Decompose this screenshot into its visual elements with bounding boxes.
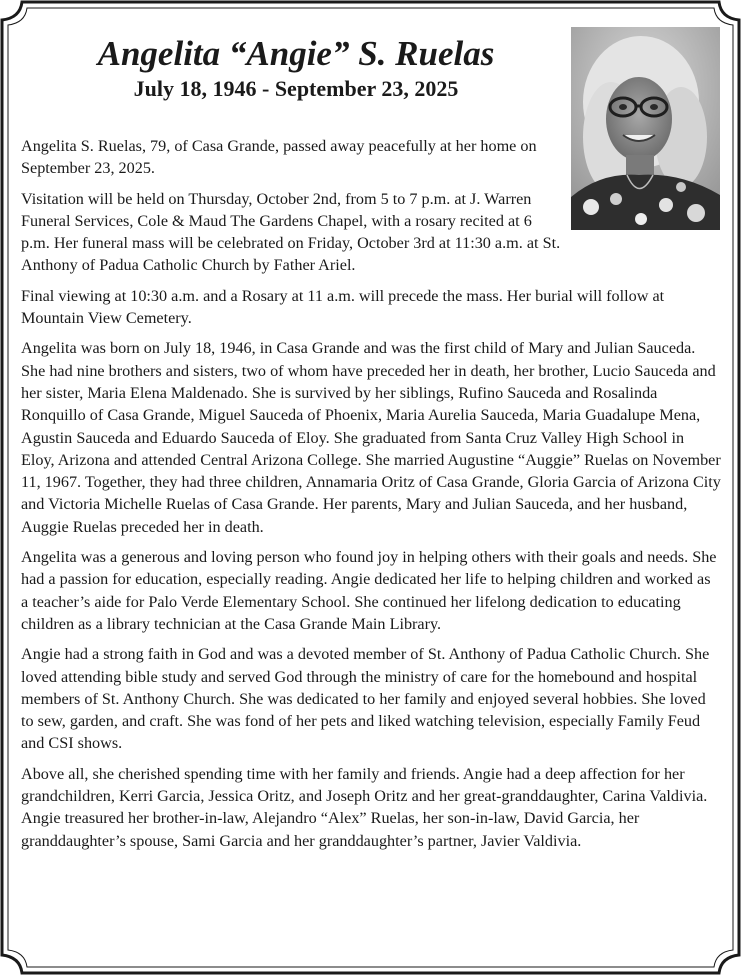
- paragraph-services: Visitation will be held on Thursday, October 2nd, from 5 to 7 p.m. at J. Warren Funeral Services, Cole & Maud The Gardens Chapel, with a rosary recited at 6 p.m. Her funeral mass will be celebrated on Friday, October 3rd at 11:30 a.m. at St. Anthony of Padua Catholic Church by Father Ariel.: [21, 189, 561, 275]
- obituary-dates: July 18, 1946 - September 23, 2025: [133, 76, 459, 101]
- paragraph-education-work: Angelita was a generous and loving person who found joy in helping others with their goals and needs. She had a passion for education, especially reading. Angie dedicated her life to helping children and worked as a teacher’s aide for Palo Verde Elementary School. She continued her lifelong dedication to educating children as a library technician at the Casa Grande Main Library.: [21, 548, 717, 633]
- obituary-header: [21, 32, 571, 102]
- paragraph-intro: Angelita S. Ruelas, 79, of Casa Grande, passed away peacefully at her home on September 23, 2025.: [21, 137, 537, 178]
- obituary-body: [21, 135, 721, 860]
- photo-text-wrap-spacer: [561, 135, 721, 235]
- paragraph-faith-hobbies: Angie had a strong faith in God and was a devoted member of St. Anthony of Padua Catholic Church. She loved attending bible study and served God through the ministry of care for the homebound and hospital members of St. Anthony Church. She was dedicated to her family and enjoyed several hobbies. She loved to sew, garden, and craft. She was fond of her pets and liked watching television, especially Family Feud and CSI shows.: [21, 645, 710, 753]
- obituary-name: Angelita “Angie” S. Ruelas: [97, 34, 495, 73]
- paragraph-viewing: Final viewing at 10:30 a.m. and a Rosary at 11 a.m. will precede the mass. Her burial will follow at Mountain View Cemetery.: [21, 286, 665, 328]
- paragraph-loved-ones: Above all, she cherished spending time with her family and friends. Angie had a deep affection for her grandchildren, Kerri Garcia, Jessica Oritz, and Joseph Oritz and her great-granddaughter, Carina Valdivia. Angie treasured her brother-in-law, Alejandro “Alex” Ruelas, her son-in-law, David Garcia, her granddaughter’s spouse, Sami Garcia and her granddaughter’s partner, Javier Valdivia.: [21, 764, 708, 850]
- paragraph-family: Angelita was born on July 18, 1946, in Casa Grande and was the first child of Mary and Julian Sauceda. She had nine brothers and sisters, two of whom have preceded her in death, her brother, Lucio Sauceda and her sister, Maria Elena Maldenado. She is survived by her siblings, Rufino Sauceda and Rosalinda Ronquillo of Casa Grande, Miguel Sauceda of Phoenix, Maria Aurelia Sauceda, Maria Guadalupe Mena, Agustin Sauceda and Eduardo Sauceda of Eloy. She graduated from Santa Cruz Valley High School in Eloy, Arizona and attended Central Arizona College. She married Augustine “Auggie” Ruelas on November 11, 1967. Together, they had three children, Annamaria Oritz of Casa Grande, Gloria Garcia of Arizona City and Victoria Michelle Ruelas of Casa Grande. Her parents, Mary and Julian Sauceda, and her husband, Auggie Ruelas preceded her in death.: [21, 339, 721, 536]
